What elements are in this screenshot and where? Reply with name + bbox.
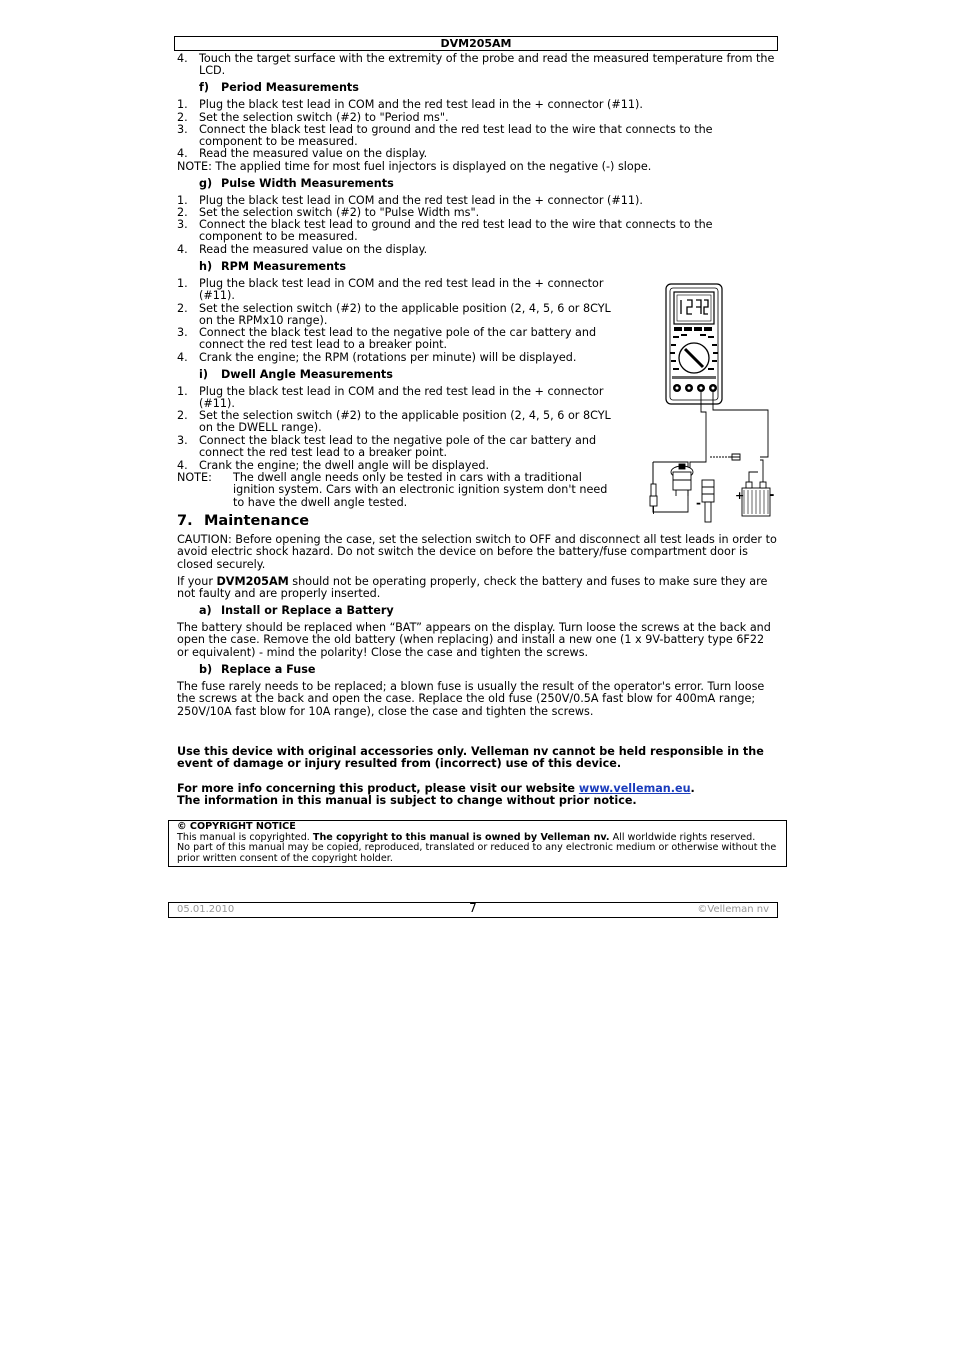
fuse-paragraph: The fuse rarely needs to be replaced; a blown fuse is usually the result of the operator's error. Turn loose the screws at the back and open the case. Replace the old fuse (250V/0.5A fast blow for 400mA range; 250V/10A fast blow for 10A range), close the case and tighten the screws.: [177, 680, 765, 718]
list-item: 2. Set the selection switch (#2) to "Pulse Width ms".: [177, 206, 480, 219]
footer-date: 05.01.2010: [177, 904, 235, 915]
section-title-maintenance: 7. Maintenance: [177, 513, 310, 529]
battery-minus-label: -: [769, 488, 775, 503]
list-item: 4. Touch the target surface with the extremity of the probe and read the measured temperature from the LCD.: [177, 52, 775, 78]
list-item: 1. Plug the black test lead in COM and the red test lead in the + connector (#11).: [177, 385, 604, 411]
page-footer: [168, 902, 778, 918]
maintenance-paragraph: If your DVM205AM should not be operating properly, check the battery and fuses to make sure they are not faulty and are properly inserted.: [177, 575, 768, 601]
multimeter-wiring-figure: [640, 282, 780, 524]
section-heading-rpm: h) RPM Measurements: [199, 260, 347, 273]
list-item: 1. Plug the black test lead in COM and the red test lead in the + connector (#11).: [177, 277, 604, 303]
list-item: 3. Connect the black test lead to the negative pole of the car battery and connect the red test lead to a breaker point.: [177, 434, 597, 460]
lcd-display: [674, 292, 714, 324]
section-heading-dwell: i) Dwell Angle Measurements: [199, 368, 393, 381]
website-link[interactable]: www.velleman.eu: [578, 782, 691, 795]
list-item: 4. Crank the engine; the dwell angle will be displayed.: [177, 459, 490, 472]
battery-plus-label: +: [735, 489, 745, 502]
list-item: 3. Connect the black test lead to ground and the red test lead to the wire that connects to the component to be measured.: [177, 123, 713, 149]
note-dwell: NOTE: The dwell angle needs only be tested in cars with a traditional ignition system. Cars with an electronic ignition system don't need to have the dwell angle tested.: [177, 471, 608, 509]
ignition-coil-icon: [702, 480, 714, 522]
list-item: 1. Plug the black test lead in COM and the red test lead in the + connector (#11).: [177, 98, 643, 111]
caution-paragraph: CAUTION: Before opening the case, set the selection switch to OFF and disconnect all test leads in order to avoid electric shock hazard. Do not switch the device on before the battery/fuse compartment door is closed securely.: [177, 533, 777, 571]
list-item: 3. Connect the black test lead to ground and the red test lead to the wire that connects to the component to be measured.: [177, 218, 713, 244]
page-header: DVM205AM: [174, 36, 778, 51]
car-battery-icon: [742, 482, 770, 516]
footer-copyright: ©Velleman nv: [697, 904, 769, 915]
section-heading-fuse: b) Replace a Fuse: [199, 663, 316, 676]
list-item: 1. Plug the black test lead in COM and the red test lead in the + connector (#11).: [177, 194, 643, 207]
page-number: 7: [469, 901, 477, 915]
product-name: DVM205AM: [216, 575, 289, 588]
section-heading-pulse: g) Pulse Width Measurements: [199, 177, 394, 190]
list-item: 2. Set the selection switch (#2) to "Period ms".: [177, 111, 449, 124]
list-item: 2. Set the selection switch (#2) to the applicable position (2, 4, 5, 6 or 8CYL on the RPMx10 range).: [177, 302, 611, 328]
note-period: NOTE: The applied time for most fuel injectors is displayed on the negative (-) slope.: [177, 160, 652, 173]
list-item: 3. Connect the black test lead to the negative pole of the car battery and connect the red test lead to a breaker point.: [177, 326, 597, 352]
copyright-notice: © COPYRIGHT NOTICE This manual is copyrighted. The copyright to this manual is owned by Velleman nv. All worldwide rights reserved. No part of this manual may be copied, reproduced, translated or reduced to any electronic medium or otherwise without the prior written consent of the copyright holder.: [168, 820, 787, 867]
section-heading-battery: a) Install or Replace a Battery: [199, 604, 394, 617]
disclaimer: Use this device with original accessories only. Velleman nv cannot be held responsible in the event of damage or injury resulted from (incorrect) use of this device.: [177, 745, 764, 771]
section-heading-period: f) Period Measurements: [199, 81, 359, 94]
spark-plug-icon: [650, 484, 657, 514]
list-item: 4. Crank the engine; the RPM (rotations per minute) will be displayed.: [177, 351, 577, 364]
list-item: 4. Read the measured value on the display.: [177, 147, 428, 160]
list-item: 4. Read the measured value on the display.: [177, 243, 428, 256]
list-item: 2. Set the selection switch (#2) to the applicable position (2, 4, 5, 6 or 8CYL on the DWELL range).: [177, 409, 611, 435]
distributor-icon: [671, 464, 693, 496]
coil-minus-label: -: [696, 496, 701, 510]
info-paragraph: For more info concerning this product, please visit our website www.velleman.eu. The information in this manual is subject to change without prior notice.: [177, 782, 695, 808]
battery-paragraph: The battery should be replaced when “BAT” appears on the display. Turn loose the screws at the back and open the case. Remove the old battery (when replacing) and install a new one (1 x 9V-battery type 6F22 or equivalent) - mind the polarity! Close the case and tighten the screws.: [177, 621, 771, 659]
